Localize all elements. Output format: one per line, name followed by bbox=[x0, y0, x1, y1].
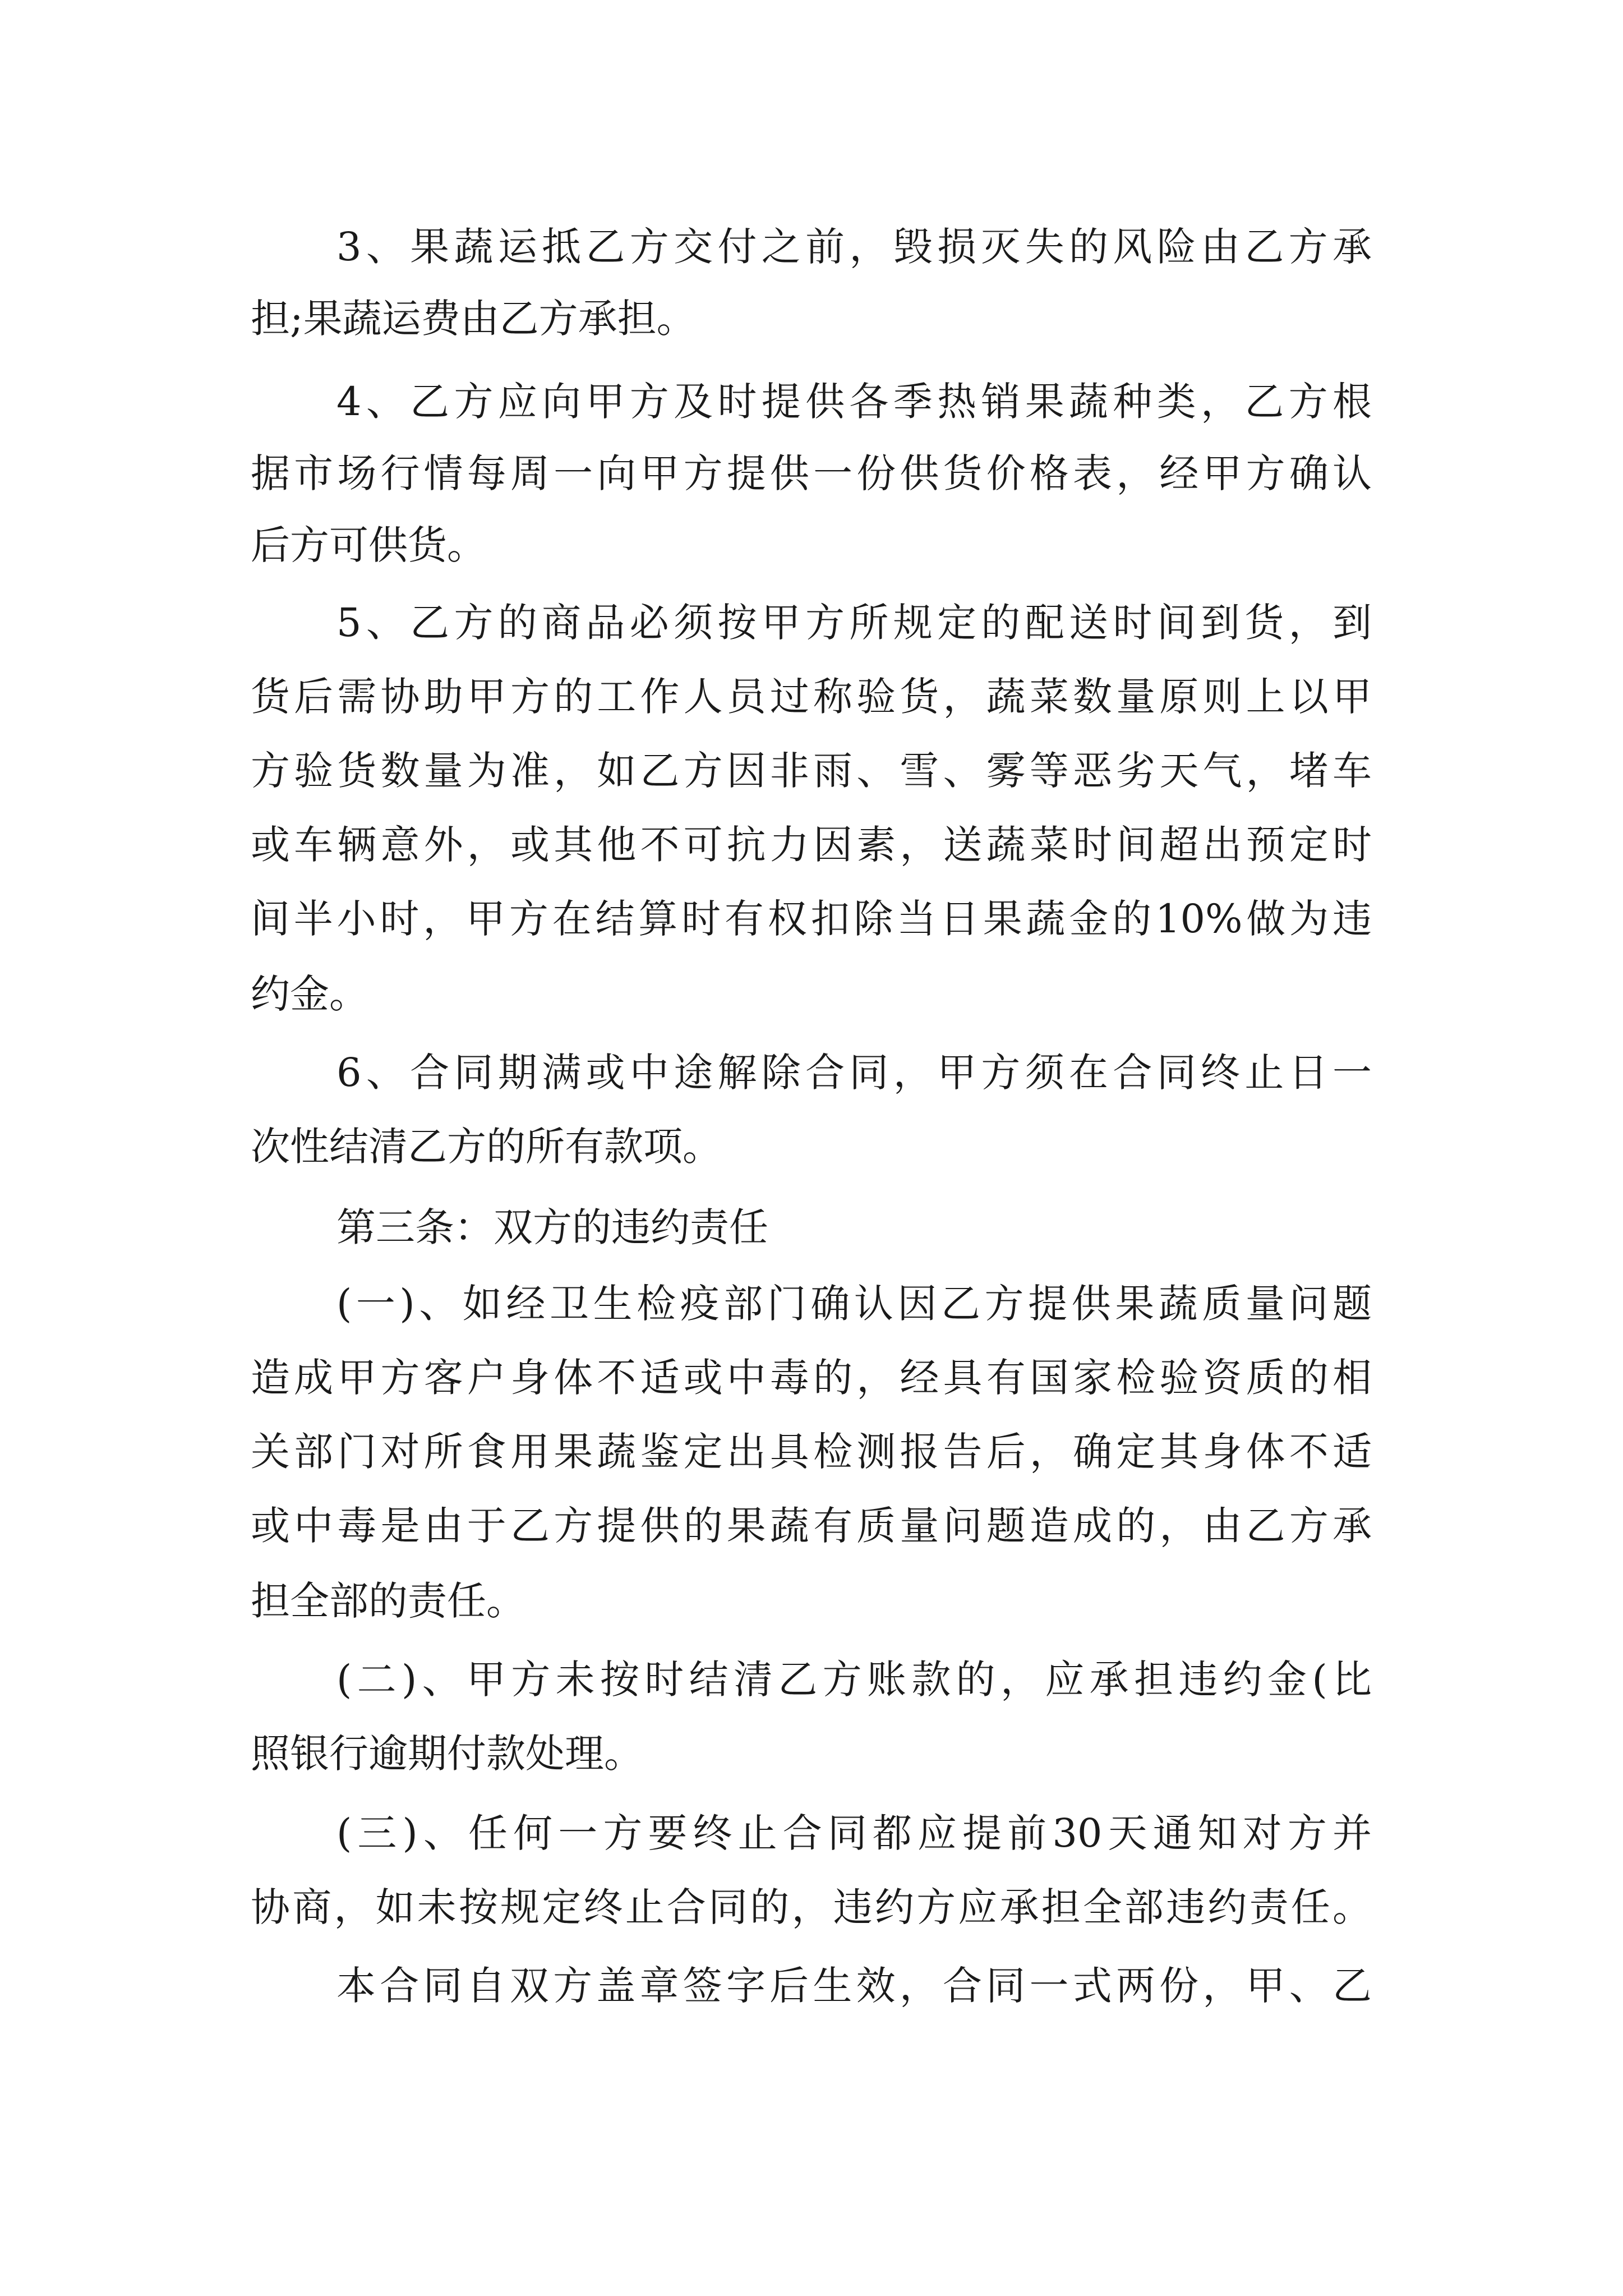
text-line: (二)、甲方未按时结清乙方账款的，应承担违约金(比 bbox=[336, 1657, 1372, 1703]
text-line: 6、合同期满或中途解除合同，甲方须在合同终止日一 bbox=[336, 1050, 1372, 1096]
text-line: 5、乙方的商品必须按甲方所规定的配送时间到货，到 bbox=[336, 600, 1372, 646]
text-line: (一)、如经卫生检疫部门确认因乙方提供果蔬质量问题 bbox=[336, 1281, 1372, 1327]
text-line: 4、乙方应向甲方及时提供各季热销果蔬种类，乙方根 bbox=[336, 379, 1372, 425]
section-heading: 第三条：双方的违约责任 bbox=[336, 1204, 768, 1250]
text-line: 关部门对所食用果蔬鉴定出具检测报告后，确定其身体不适 bbox=[251, 1429, 1372, 1475]
text-line: 次性结清乙方的所有款项。 bbox=[251, 1124, 722, 1170]
text-line: 间半小时，甲方在结算时有权扣除当日果蔬金的10%做为违 bbox=[251, 896, 1372, 942]
text-line: 或车辆意外，或其他不可抗力因素，送蔬菜时间超出预定时 bbox=[251, 822, 1372, 868]
text-line: 担;果蔬运费由乙方承担。 bbox=[251, 296, 696, 342]
text-line: 后方可供货。 bbox=[251, 522, 486, 568]
text-line: 方验货数量为准，如乙方因非雨、雪、雾等恶劣天气，堵车 bbox=[251, 748, 1372, 794]
text-line: 或中毒是由于乙方提供的果蔬有质量问题造成的，由乙方承 bbox=[251, 1503, 1372, 1549]
text-line: 据市场行情每周一向甲方提供一份供货价格表，经甲方确认 bbox=[251, 450, 1372, 496]
text-line: (三)、任何一方要终止合同都应提前30天通知对方并 bbox=[336, 1810, 1372, 1856]
text-line: 3、果蔬运抵乙方交付之前，毁损灭失的风险由乙方承 bbox=[336, 224, 1372, 270]
text-line: 本合同自双方盖章签字后生效，合同一式两份，甲、乙 bbox=[336, 1963, 1372, 2009]
text-line: 照银行逾期付款处理。 bbox=[251, 1731, 643, 1777]
text-line: 货后需协助甲方的工作人员过称验货，蔬菜数量原则上以甲 bbox=[251, 674, 1372, 720]
text-line: 约金。 bbox=[251, 971, 368, 1017]
text-line: 担全部的责任。 bbox=[251, 1578, 525, 1624]
text-line: 协商，如未按规定终止合同的，违约方应承担全部违约责任。 bbox=[251, 1884, 1372, 1930]
text-line: 造成甲方客户身体不适或中毒的，经具有国家检验资质的相 bbox=[251, 1355, 1372, 1401]
